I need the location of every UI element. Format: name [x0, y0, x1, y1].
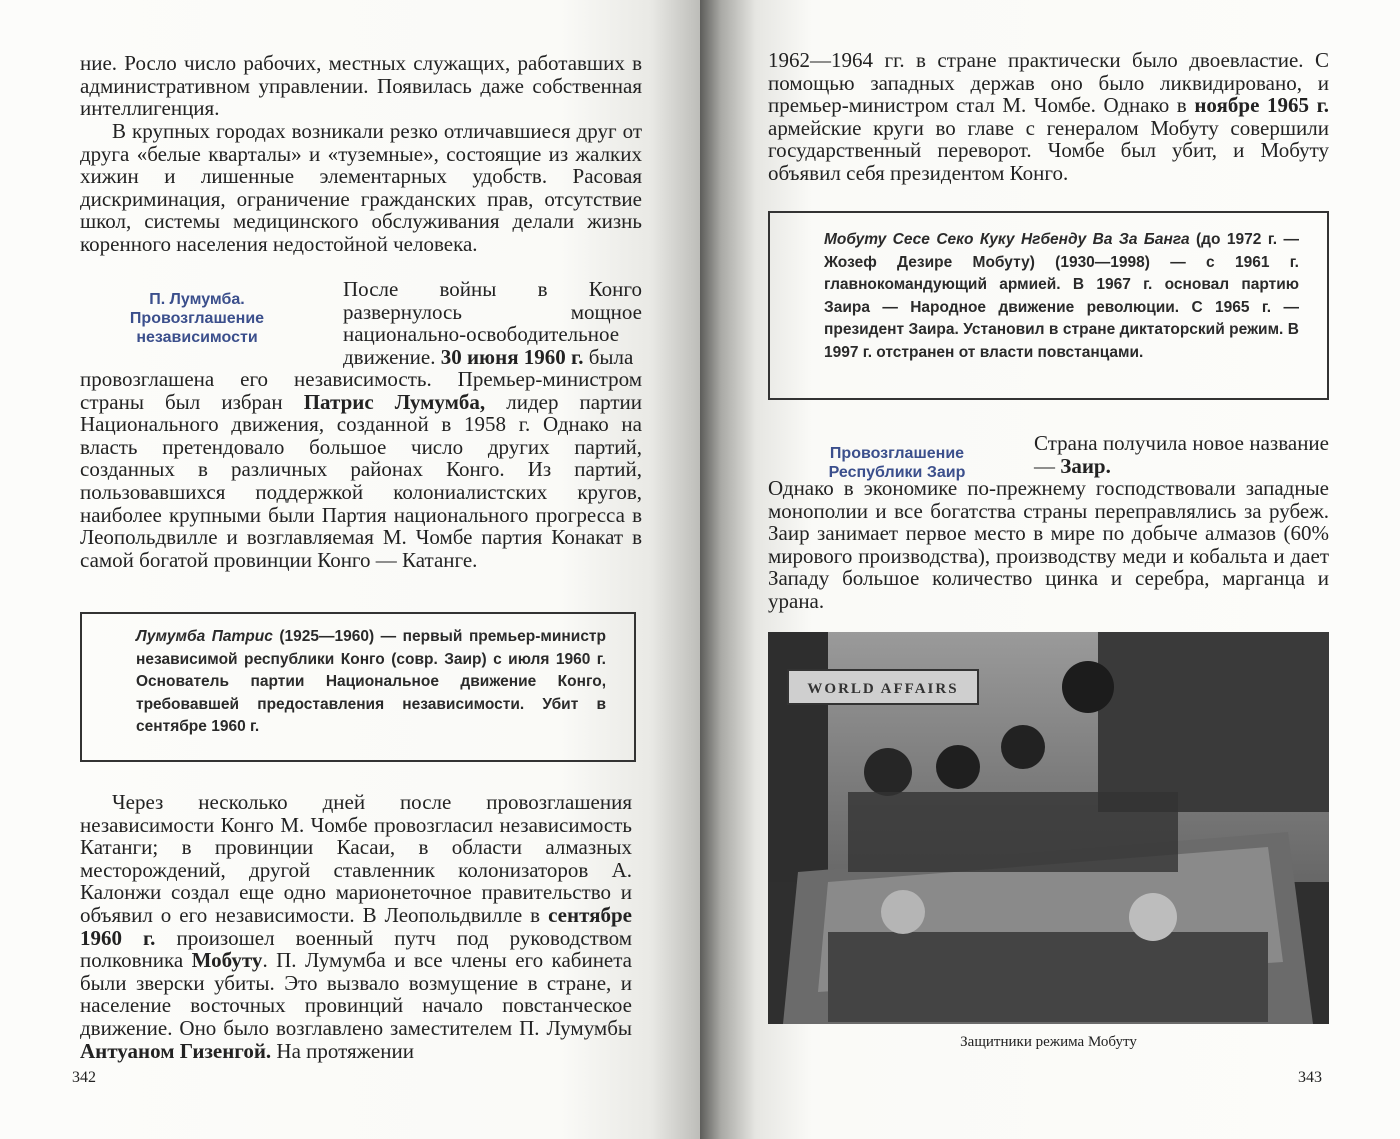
side-heading-zaire: Провозглашение Республики Заир [828, 445, 966, 481]
bio-text-mobutu: Мобуту Сесе Секо Куку Нгбенду Ва За Банга (до 1972 г. — Жозеф Дезире Мобуту) (1930—1998) — с 1961 г. главнокомандующий армией. В 1967 г. основал партию Заира — Народное движение революции. С 1965 г. — президент Заира. Установил в стране диктаторский режим. В 1997 г. отстранен от власти повстанцами. [824, 231, 1299, 361]
left-paragraph-1: ние. Росло число рабочих, местных служащих, работавших в административном управлении. Появилась даже собственная интеллигенция. [80, 51, 642, 121]
right-paragraph-1: 1962—1964 гг. в стране практически было двоевластие. С помощью западных держав оно было ликвидировано, и премьер-министром стал М. Чомбе. Однако в ноябре 1965 г. армейские круги во главе с генералом Мобуту совершили государственный переворот. Чомбе был убит, и Мобуту объявил себя президентом Конго. [768, 48, 1329, 185]
left-paragraph-5: Через несколько дней после провозглашения независимости Конго М. Чомбе провозгласил независимость Катанги; в провинции Касаи, в области алмазных месторождений, другой ставленник колонизаторов А. Калонжи создал еще одно марионеточное правительство и объявил о его независимости. В Леопольдвилле в сентябре 1960 г. произошел военный путч под руководством полковника Мобуту. П. Лумумба и все члены его кабинета были зверски убиты. Это вызвало возмущение в стране, и население восточных провинций начало повстанческое движение. Оно было возглавлено заместителем П. Лумумбы Антуаном Гизенгой. На протяжении [80, 790, 633, 1063]
photo-mobutu-soldiers [768, 632, 1329, 1024]
photo-caption: Защитники режима Мобуту [960, 1034, 1137, 1050]
side-heading-lumumba: П. Лумумба. Провозглашение независимости [129, 291, 265, 346]
left-paragraph-3: После войны в Конго развернулось мощное национально-освободительное движение. 30 июня 1960 г. была [343, 277, 642, 369]
bio-text-lumumba: Лумумба Патрис (1925—1960) — первый премьер-министр независимой республики Конго (совр. Заир) с июля 1960 г. Основатель партии Национальное движение Конго, требовавшей предоставления независимости. Убит в сентябре 1960 г. [136, 628, 606, 735]
right-paragraph-2-lead: Страна получила новое название — Заир. [1034, 431, 1329, 478]
left-paragraph-2: В крупных городах возникали резко отличавшиеся друг от друга «белые кварталы» и «туземные», состоящие из жалких хижин и лишенные элементарных удобств. Расовая дискриминация, ограничение гражданских прав, отсутствие школ, системы медицинского обслуживания делали жизнь коренного населения недостойной человека. [80, 119, 642, 256]
bio-box-lumumba [80, 612, 636, 762]
page-number-right: 343 [1298, 1069, 1322, 1086]
photo-illustration [768, 632, 1329, 1024]
page-number-left: 342 [72, 1069, 96, 1086]
left-paragraph-4: провозглашена его независимость. Премьер-министром страны был избран Патрис Лумумба, лидер партии Национального движения, созданной в 1958 г. Однако на власть претендовало большое число других партий, созданных в различных районах Конго. Из партий, пользовавшихся поддержкой колониалистских кругов, наиболее крупными были Партия национального прогресса в Леопольдвилле и возглавляемая М. Чомбе партия Конакат в самой богатой провинции Конго — Катанге. [80, 367, 642, 572]
bio-box-mobutu [768, 211, 1329, 400]
photo-sign-text: WORLD AFFAIRS [807, 681, 959, 697]
right-paragraph-2: Однако в экономике по-прежнему господствовали западные монополии и все богатства страны переправлялись за рубеж. Заир занимает первое место в мире по добыче алмазов (60% мирового производства), производству меди и кобальта и дает Западу большое количество цинка и серебра, марганца и урана. [768, 476, 1329, 613]
